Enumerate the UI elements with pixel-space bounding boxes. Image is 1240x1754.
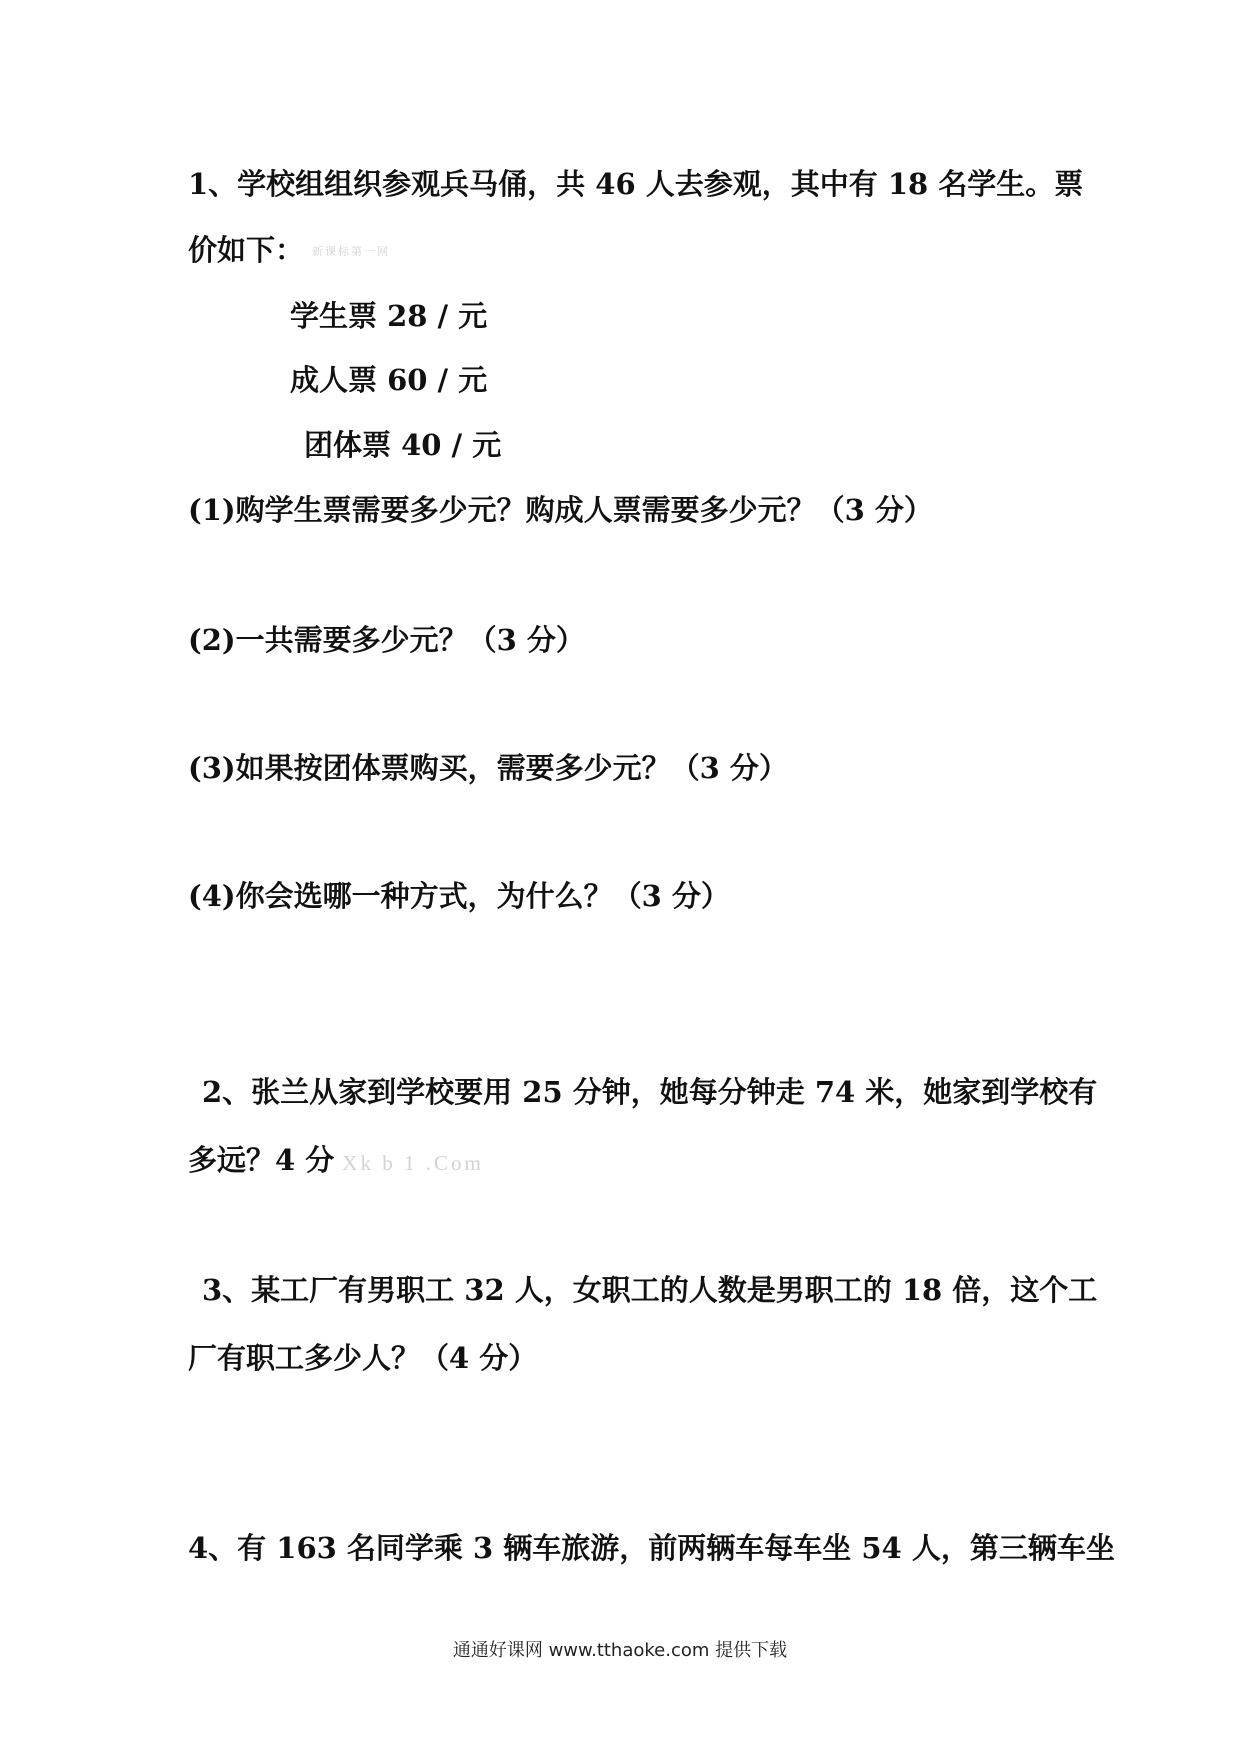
question-2-line-2 [188, 1142, 484, 1181]
question-1-line-1: 1、学校组组织参观兵马俑，共 46 人去参观，其中有 18 名学生。票 [188, 167, 1084, 201]
question-1-text: 价如下： [188, 233, 305, 267]
question-3-line-1: 3、某工厂有男职工 32 人，女职工的人数是男职工的 18 倍，这个工 [202, 1273, 1098, 1307]
price-student-ticket: 学生票 28 / 元 [290, 299, 488, 333]
question-3-line-2: 厂有职工多少人？（4 分） [188, 1341, 538, 1375]
watermark-text: 新课标第一网 [312, 246, 391, 258]
price-group-ticket: 团体票 40 / 元 [304, 428, 502, 462]
price-adult-ticket: 成人票 60 / 元 [290, 363, 488, 397]
question-1-sub-1: (1)购学生票需要多少元？购成人票需要多少元？（3 分） [188, 493, 933, 527]
question-2-text: 多远？4 分 [188, 1143, 335, 1177]
page-footer: 通通好课网 www.tthaoke.com 提供下载 [452, 1640, 788, 1661]
question-1-sub-2: (2)一共需要多少元？（3 分） [188, 623, 585, 657]
question-1-sub-4: (4)你会选哪一种方式，为什么？（3 分） [188, 879, 730, 913]
watermark-text: Xk b 1 .Com [342, 1151, 484, 1175]
question-1-line-2 [188, 232, 390, 270]
question-1-sub-3: (3)如果按团体票购买，需要多少元？（3 分） [188, 751, 788, 785]
question-4-line-1: 4、有 163 名同学乘 3 辆车旅游，前两辆车每车坐 54 人，第三辆车坐 [188, 1531, 1115, 1565]
question-2-line-1: 2、张兰从家到学校要用 25 分钟，她每分钟走 74 米，她家到学校有 [202, 1075, 1098, 1109]
